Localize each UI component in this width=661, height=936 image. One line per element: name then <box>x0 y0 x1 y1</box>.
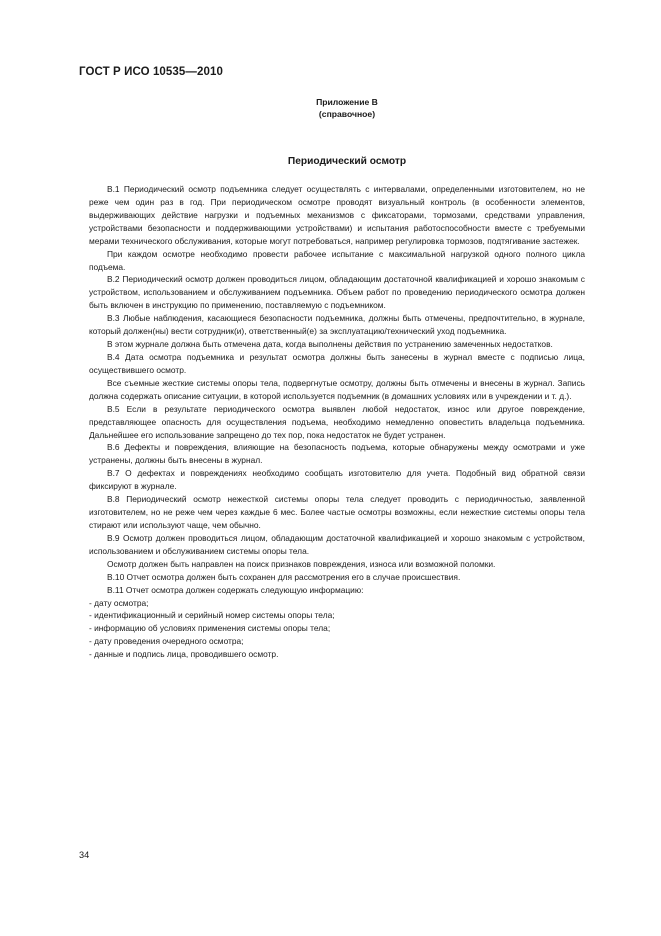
annex-type: (справочное) <box>318 109 376 119</box>
page-number: 34 <box>79 850 90 860</box>
annex-label: Приложение В <box>316 97 378 107</box>
section-title <box>0 156 661 167</box>
paragraph-b2: В.2 Периодический осмотр должен проводиться лицом, обладающим достаточной квалификацией и хорошо знакомым с устройством, использованием и обслуживанием подъемника. Объем работ по проведению периодического осмотра должен быть включен в инструкцию по применению, поставляемую с подъемником. <box>89 274 585 311</box>
paragraph-b3-journal: В этом журнале должна быть отмечена дата, когда выполнены действия по устранению замеченных недостатков. <box>107 339 553 350</box>
paragraph-b8: В.8 Периодический осмотр нежесткой системы опоры тела следует проводить с периодичностью, заявленной изготовителем, но не реже чем через каждые 6 мес. Более частые осмотры возможны, если нежесткие системы опоры тела стирают или используют чаще, чем обычно. <box>89 494 585 530</box>
document-code-header: ГОСТ Р ИСО 10535—2010 <box>79 66 224 78</box>
list-item: - дату проведения очередного осмотра; <box>89 636 244 647</box>
paragraph-b3: В.3 Любые наблюдения, касающиеся безопасности подъемника, должны быть отмечены, предпочтительно, в журнале, который должен(ны) вести сотрудник(и), ответственный(е) за эксплуатацию/технический уход подъемника. <box>89 313 585 337</box>
paragraph-b9-purpose: Осмотр должен быть направлен на поиск признаков повреждения, износа или возможной поломки. <box>107 558 496 569</box>
list-item: - данные и подпись лица, проводившего осмотр. <box>89 649 279 660</box>
paragraph-b4-supports: Все съемные жесткие системы опоры тела, подвергнутые осмотру, должны быть отмечены и внесены в журнал. Запись должна содержать описание ситуации, в которой используется подъемник (в домашних условиях или в учреждении и т. д.). <box>89 377 585 401</box>
paragraph-b1-test: При каждом осмотре необходимо провести рабочее испытание с максимальной нагрузкой одного полного цикла подъема. <box>89 248 585 272</box>
section-title-text: Периодический осмотр <box>287 156 407 167</box>
annex-heading <box>0 96 661 120</box>
paragraph-b10: В.10 Отчет осмотра должен быть сохранен для рассмотрения его в случае происшествия. <box>107 571 461 582</box>
list-item: - идентификационный и серийный номер системы опоры тела; <box>89 610 335 621</box>
paragraph-b9: В.9 Осмотр должен проводиться лицом, обладающим достаточной квалификацией и хорошо знакомым с устройством, использованием и обслуживанием системы опоры тела. <box>89 532 585 556</box>
list-item: - информацию об условиях применения системы опоры тела; <box>89 623 331 634</box>
paragraph-b4: В.4 Дата осмотра подъемника и результат осмотра должны быть занесены в журнал вместе с подписью лица, осуществившего осмотр. <box>89 351 585 375</box>
paragraph-b5: В.5 Если в результате периодического осмотра выявлен любой недостаток, износ или другое повреждение, представляющее опасность для осуществления подъема, необходимо немедленно оповестить владельца подъемника. Дальнейшее его использование запрещено до тех пор, пока недостаток не будет устранен. <box>89 403 585 440</box>
list-item: - дату осмотра; <box>89 597 149 608</box>
document-body <box>89 183 585 661</box>
paragraph-b11: В.11 Отчет осмотра должен содержать следующую информацию: <box>107 584 364 595</box>
paragraph-b7: В.7 О дефектах и повреждениях необходимо сообщать изготовителю для учета. Подобный вид обратной связи фиксируют в журнале. <box>89 468 585 492</box>
paragraph-b6: В.6 Дефекты и повреждения, влияющие на безопасность подъема, которые обнаружены между осмотрами и уже устранены, должны быть внесены в журнал. <box>89 442 585 466</box>
paragraph-b1: В.1 Периодический осмотр подъемника следует осуществлять с интервалами, определенными изготовителем, но не реже чем один раз в год. При периодическом осмотре проводят визуальный контроль (в особенности элементов, выдерживающих действие нагрузки и подъемных механизмов с фиксаторами, тормозами, средствами управления, устройствами безопасности и поддерживающими устройствами) и испытания работоспособности вместе с требуемыми мерами технического обслуживания, которые могут потребоваться, например регулировка тормозов, подтягивание застежек. <box>89 184 585 246</box>
